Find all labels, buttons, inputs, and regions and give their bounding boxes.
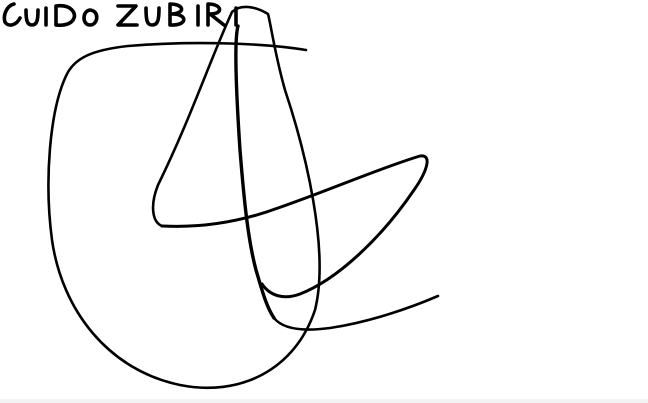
signature-vertical-stroke (236, 26, 274, 318)
printed-name-handwriting (0, 0, 262, 30)
signature-diagonal-stroke (162, 156, 427, 297)
signature-tail-stroke (274, 296, 438, 330)
signature-outer-loop-stroke (48, 7, 319, 388)
bottom-edge-strip (0, 399, 648, 403)
